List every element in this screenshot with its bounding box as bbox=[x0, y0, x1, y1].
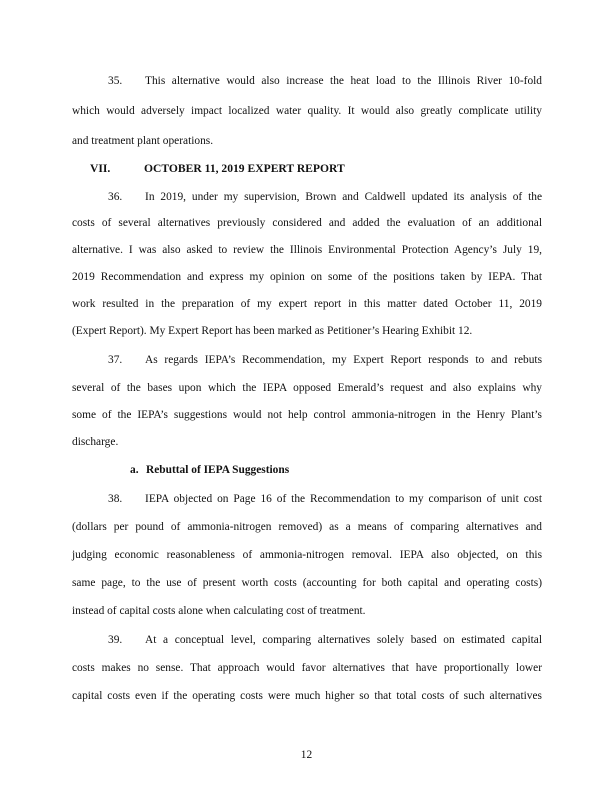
text-line: 37. As regards IEPA’s Recommendation, my Expert Report responds to and rebuts bbox=[108, 354, 542, 366]
page-number: 12 bbox=[300, 749, 313, 761]
subsection-title: Rebuttal of IEPA Suggestions bbox=[146, 464, 290, 476]
text-line: (Expert Report). My Expert Report has been marked as Petitioner’s Hearing Exhibit 12. bbox=[72, 325, 473, 337]
section-number: VII. bbox=[90, 162, 111, 175]
text-line: (dollars per pound of ammonia-nitrogen removed) as a means of comparing alternatives and bbox=[72, 521, 542, 533]
section-title: OCTOBER 11, 2019 EXPERT REPORT bbox=[144, 162, 345, 175]
text-line: same page, to the use of present worth costs (accounting for both capital and operating costs) bbox=[72, 577, 542, 589]
text-line: costs of several alternatives previously considered and added the evaluation of an additional bbox=[72, 217, 542, 229]
text-line: several of the bases upon which the IEPA opposed Emerald’s request and also explains why bbox=[72, 382, 542, 394]
text-line: 36. In 2019, under my supervision, Brown and Caldwell updated its analysis of the bbox=[108, 191, 542, 203]
text-line: work resulted in the preparation of my expert report in this matter dated October 11, 2019 bbox=[72, 298, 542, 310]
text-line: 38. IEPA objected on Page 16 of the Recommendation to my comparison of unit cost bbox=[108, 493, 542, 505]
text-line: 35. This alternative would also increase the heat load to the Illinois River 10-fold bbox=[108, 75, 542, 87]
text-line: 39. At a conceptual level, comparing alternatives solely based on estimated capital bbox=[108, 634, 542, 646]
text-line: discharge. bbox=[72, 436, 119, 448]
text-line: judging economic reasonableness of ammonia-nitrogen removal. IEPA also objected, on this bbox=[72, 549, 542, 561]
text-line: some of the IEPA’s suggestions would not help control ammonia-nitrogen in the Henry Plant’s bbox=[72, 409, 542, 421]
subsection-letter: a. bbox=[130, 464, 139, 476]
text-line: alternative. I was also asked to review the Illinois Environmental Protection Agency’s July 19, bbox=[72, 244, 542, 256]
text-line: which would adversely impact localized water quality. It would also greatly complicate utility bbox=[72, 105, 542, 117]
text-line: 2019 Recommendation and express my opinion on some of the positions taken by IEPA. That bbox=[72, 271, 542, 283]
text-line: costs makes no sense. That approach would favor alternatives that have proportionally lower bbox=[72, 662, 542, 674]
text-line: instead of capital costs alone when calculating cost of treatment. bbox=[72, 605, 366, 617]
text-line: capital costs even if the operating costs were much higher so that total costs of such alternatives bbox=[72, 690, 542, 702]
text-line: and treatment plant operations. bbox=[72, 135, 214, 147]
